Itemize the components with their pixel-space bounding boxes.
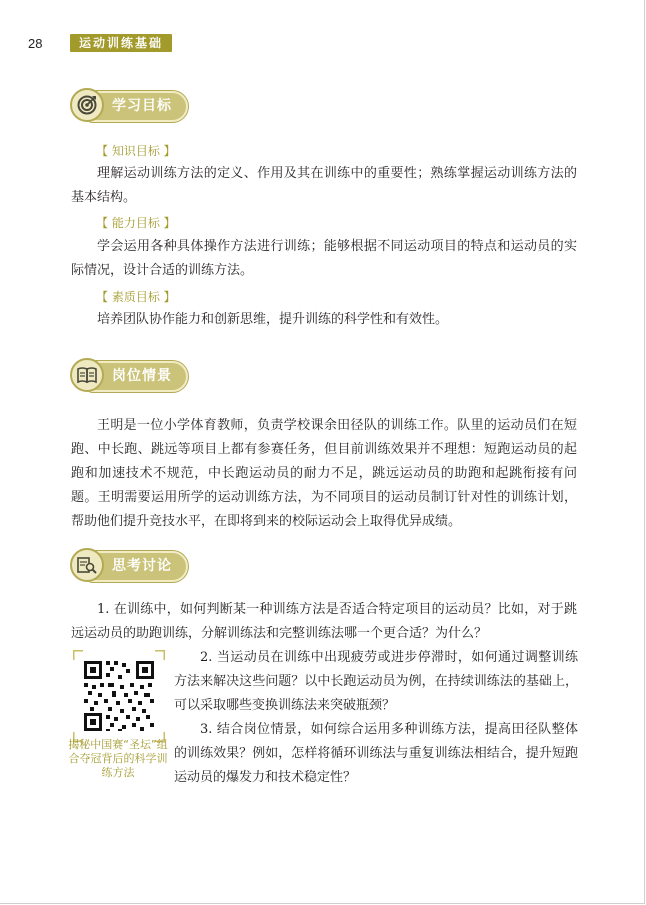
section-title-scenario: 岗位情景: [88, 361, 188, 392]
quality-goal-text: 培养团队协作能力和创新思维，提升训练的科学性和有效性。: [97, 312, 449, 327]
scenario-text: 王明是一位小学体育教师，负责学校课余田径队的训练工作。队里的运动员们在短跑、中长跑、跳远等项目上都有参赛任务，但目前训练效果并不理想：短跑运动员的起跑和加速技术不规范，中长跑运动员的耐力不足，跳远运动员的助跑和起跳衔接有问题。王明需要运用所学的运动训练方法，为不同项目的运动员制订针对性的训练计划，帮助他们提升竞技水平，在即将到来的校际运动会上取得优异成绩。: [71, 418, 577, 529]
section-title-discussion: 思考讨论: [88, 551, 188, 582]
qr-code-icon[interactable]: [73, 650, 165, 742]
knowledge-goal-label: 【 知识目标 】: [96, 144, 176, 158]
discussion-question-3: 3. 结合岗位情景，如何综合运用多种训练方法，提高田径队整体的训练效果？例如，怎样将循环训练法与重复训练法相结合，提升短跑运动员的爆发力和技术稳定性？: [174, 722, 578, 785]
discussion-question-1: 1. 在训练中，如何判断某一种训练方法是否适合特定项目的运动员？比如，对于跳远运动员的助跑训练，分解训练法和完整训练法哪一个更合适？为什么？: [71, 602, 577, 641]
quality-goal-label: 【 素质目标 】: [96, 290, 176, 304]
ability-goal-label: 【 能力目标 】: [96, 216, 176, 230]
open-book-icon: [70, 358, 104, 392]
ability-goal-text: 学会运用各种具体操作方法进行训练；能够根据不同运动项目的特点和运动员的实际情况，设计合适的训练方法。: [71, 239, 577, 278]
target-icon: [70, 88, 104, 122]
qr-caption: 揭秘中国赛“圣坛”组合夺冠背后的科学训练方法: [68, 738, 168, 779]
magnifier-book-icon: [70, 548, 104, 582]
discussion-question-2: 2. 当运动员在训练中出现疲劳或进步停滞时，如何通过调整训练方法来解决这些问题？以中长跑运动员为例，在持续训练法的基础上，可以采取哪些变换训练法来突破瓶颈？: [174, 650, 578, 713]
page-number: 28: [28, 36, 43, 51]
knowledge-goal-text: 理解运动训练方法的定义、作用及其在训练中的重要性；熟练掌握运动训练方法的基本结构。: [71, 166, 577, 205]
section-title-objectives: 学习目标: [88, 91, 188, 122]
chapter-title-tag: 运动训练基础: [70, 34, 172, 52]
